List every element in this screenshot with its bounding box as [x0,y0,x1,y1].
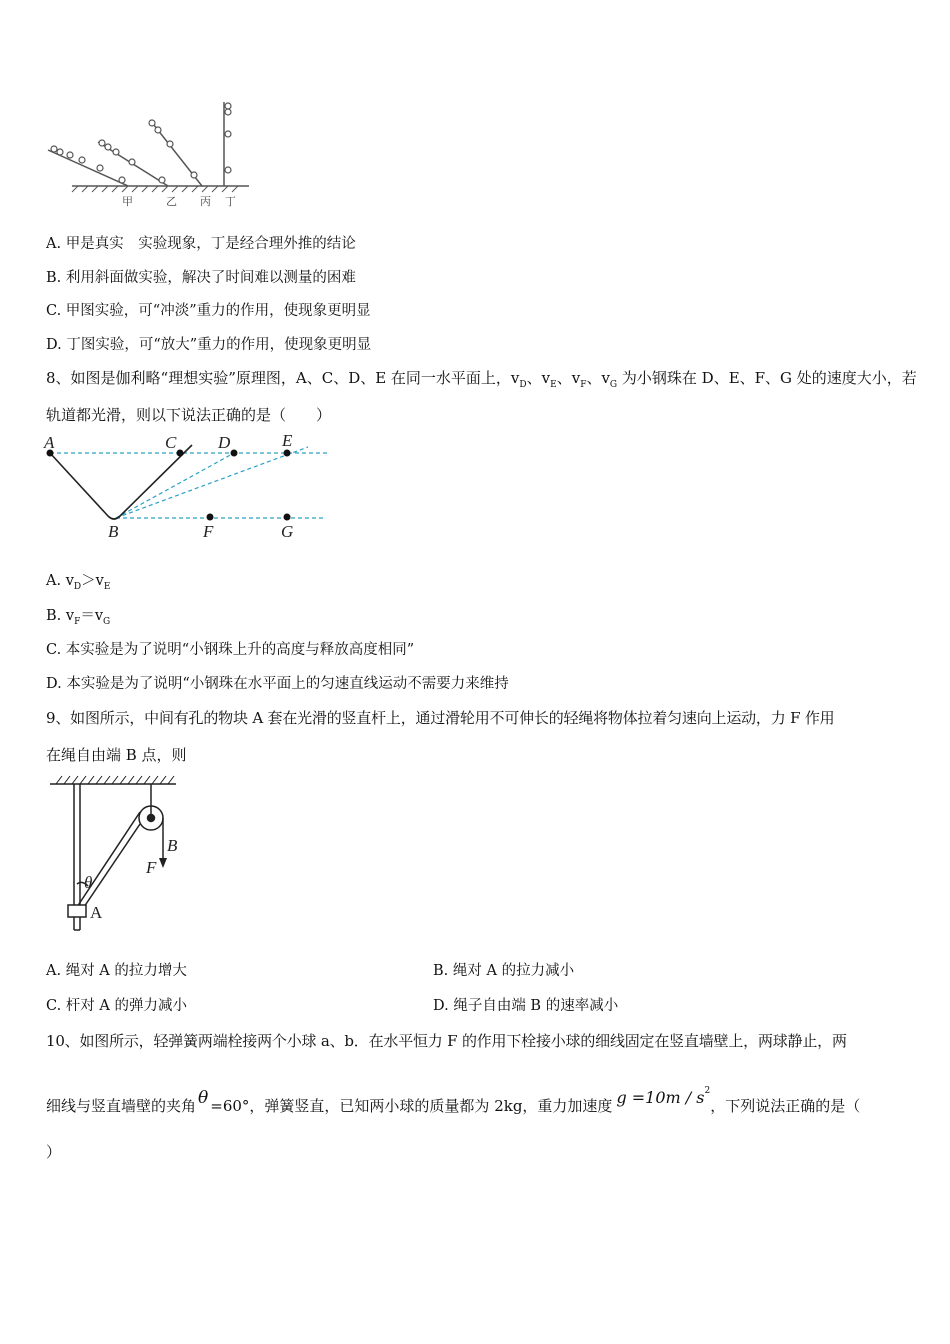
q9-label-theta: θ [84,873,93,892]
q8-label-a: A [44,433,55,452]
q7-label-bing: 丙 [200,196,211,208]
q8-option-c: C. 本实验是为了说明“小钢珠上升的高度与释放高度相同” [46,642,415,658]
q8-label-f: F [203,522,214,541]
q9-label-a: A [90,903,103,922]
q9-stem-line2: 在绳自由端 B 点，则 [46,746,187,764]
q10-stem-line1: 10、如图所示，轻弹簧两端栓接两个小球 a、b．在水平恒力 F 的作用下栓接小球的细线固定在竖直墙壁上，两球静止，两 [46,1032,847,1050]
q7-option-b: B. 利用斜面做实验，解决了时间难以测量的困难 [46,270,356,286]
q7-incline-figure [44,98,254,210]
q10-stem-line3: ） [46,1143,62,1161]
q7-option-a: A. 甲是真实 实验现象，丁是经合理外推的结论 [46,236,356,252]
q9-label-b: B [167,836,178,855]
q10-stem-line2: 细线与竖直墙壁的夹角 θ =60°，弹簧竖直，已知两小球的质量都为 2kg，重力加速度 $g =10m / s^2$，下列说法正确的是（ [46,1086,861,1115]
q9-option-c: C. 杆对 A 的弹力减小 [46,998,187,1014]
q8-label-d: D [218,433,231,452]
q10-gravity-formula: g =10m / s [616,1088,705,1107]
q9-option-a: A. 绳对 A 的拉力增大 [46,963,187,979]
q9-stem-line1: 9、如图所示，中间有孔的物块 A 套在光滑的竖直杆上，通过滑轮用不可伸长的轻绳将物体拉着匀速向上运动，力 F 作用 [46,709,835,727]
q8-label-c: C [165,433,177,452]
q8-stem-line1: 8、如图是伽利略“理想实验”原理图，A、C、D、E 在同一水平面上，$v_D$、$v_E$、$v_F$、$v_G$ 为小钢珠在 D、E、F、G 处的速度大小，若 [46,369,917,390]
q7-option-c: C. 甲图实验，可“冲淡”重力的作用，使现象更明显 [46,303,371,319]
q8-label-e: E [282,431,293,450]
q9-label-f: F [146,858,157,877]
q7-option-d: D. 丁图实验，可“放大”重力的作用，使现象更明显 [46,337,372,353]
q8-option-a: A. $v_D>v_E$ [46,573,111,592]
q8-ideal-experiment-figure [40,430,340,545]
q8-option-b: B. $v_F=v_G$ [46,608,111,627]
q7-label-yi: 乙 [166,196,177,208]
q9-pulley-figure [44,772,204,937]
q9-option-b: B. 绳对 A 的拉力减小 [433,963,575,979]
q8-option-d: D. 本实验是为了说明“小钢珠在水平面上的匀速直线运动不需要力来维持 [46,676,509,692]
q7-label-jia: 甲 [122,196,133,208]
q9-option-d: D. 绳子自由端 B 的速率减小 [433,998,619,1014]
q8-label-g: G [281,522,294,541]
q7-label-ding: 丁 [225,196,236,208]
q8-label-b: B [108,522,119,541]
q8-stem-line2: 轨道都光滑，则以下说法正确的是（ ） [46,406,332,424]
